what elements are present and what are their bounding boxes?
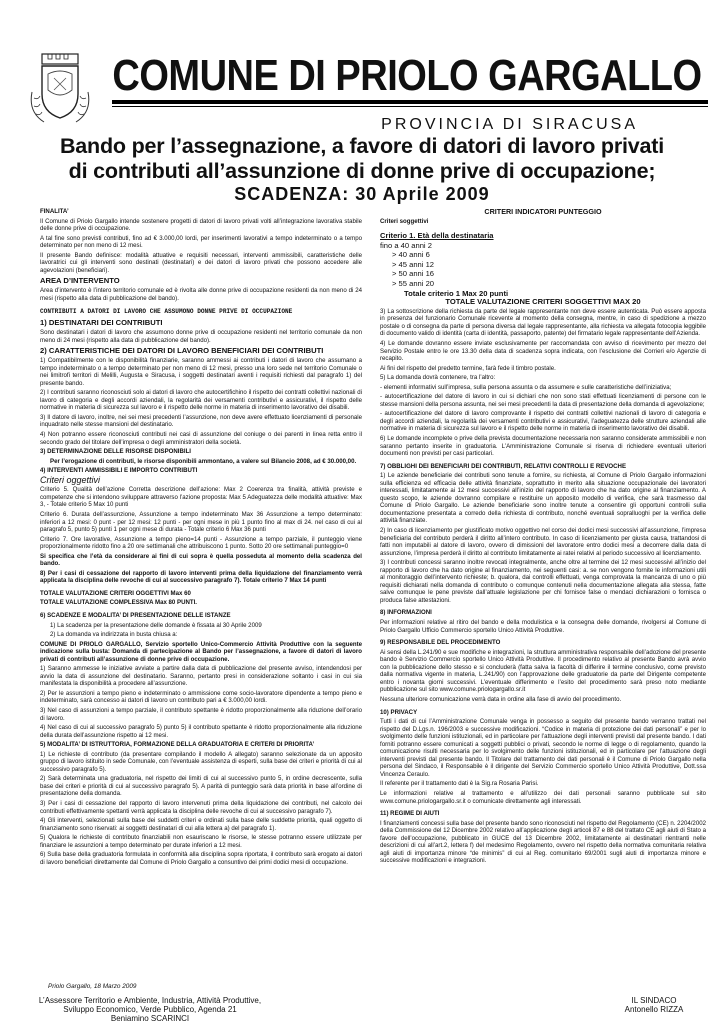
headline-line-1: Bando per l’assegnazione, a favore di datori di lavoro privati xyxy=(59,134,665,158)
paragraph: Ai sensi della L.241/90 e sue modifiche e integrazioni, la struttura amministrativa responsabile dell’adozione del presente bando è Servizio Commercio sportello Unico Attività Produttive. Il procedimento relativo al presente Bando avrà avvio con la pubblicazione dello stesso e si concluderà (fatta salva la facoltà di differire il termine conclusivo, come previsto dalla normativa vigente in materia, L.241/90) con l’approvazione delle graduatorie da parte del Dirigente competente entro i novanta giorni successivi. L’eventuale differimento e l’esito del procedimento sarà preso noto mediante pubblicazione sul sito www.comune.priologargallo.sr.it xyxy=(380,648,706,694)
paragraph: Si specifica che l’età da considerare ai fini di cui sopra è quella posseduta al momento della scadenza del bando. xyxy=(40,552,362,568)
paragraph: A tal fine sono previsti contributi, fino ad € 3.000,00 lordi, per inserimenti lavorativi a tempo indeterminato o a tempo determinato per non meno di 12 mesi. xyxy=(40,234,362,250)
total-label: TOTALE VALUTAZIONE COMPLESSIVA Max 80 PUNTI. xyxy=(40,599,197,607)
sindaco-signature xyxy=(604,996,704,1014)
title-rule-thin xyxy=(112,106,708,107)
criteria-heading: Criteri oggettivi xyxy=(40,474,101,485)
paragraph: 2) La domanda va indirizzata in busta chiusa a: xyxy=(50,631,178,639)
section-heading: CONTRIBUTI A DATORI DI LAVORO CHE ASSUMONO DONNE PRIVE DI OCCUPAZIONE xyxy=(40,308,293,316)
page-title: COMUNE DI PRIOLO GARGALLO xyxy=(112,52,702,101)
paragraph: Criterio 5. Qualità dell’azione Corretta descrizione dell’azione: Max 2 Coerenza tra finalità, attività previste e competenze che si intendono sviluppare attraverso l’azione proposta: Max 5 Adeguatezza delle modalità attuative: Max 3, - Totale criterio 5 Max 10 punti xyxy=(40,486,362,509)
paragraph: COMUNE DI PRIOLO GARGALLO, Servizio sportello Unico-Commercio Attività Produttive con la seguente indicazione sulla busta: Domanda di partecipazione al Bando per l’assegnazione, a favore di datori di lavoro privati di contributi all’assunzione di donne prive di occupazione. xyxy=(40,640,362,663)
paragraph: 3) I contributi concessi saranno inoltre revocati integralmente, anche oltre al termine dei 12 mesi successivi all’inizio del rapporto di lavoro che ha dato origine al finanziamento, nei seguenti casi: a. se non vengono fornite le informazioni utili al monitoraggio dell’intervento richieste; b. qualora, dai controlli effettuati, venga comprovata la mancanza di uno o più requisiti dichiarati nella domanda di contributo o comunque contenuti nella documentazione allegata alla stessa, fatte salve comunque le pene previste dall’attuale legislazione per chi fornisce false o mendaci dichiarazioni o fornisca o produca false attestazioni. xyxy=(380,559,706,604)
headline xyxy=(20,134,704,184)
section-heading: 10) PRIVACY xyxy=(380,708,418,716)
criteria-title: CRITERI INDICATORI PUNTEGGIO xyxy=(484,207,602,216)
right-column xyxy=(380,208,706,867)
assessore-title-1: L’Assessore Territorio e Ambiente, Industria, Attività Produttive, xyxy=(38,996,262,1005)
section-heading: 8) INFORMAZIONI xyxy=(380,609,432,617)
paragraph: 1) Le richieste di contributo (da presentare compilando il modello A allegato) saranno selezionate da un apposito gruppo di lavoro istituito in sede Comunale, con l’eventuale assistenza di esperti, sulla base dei criteri e priorità di cui al successivo paragrafo 5). xyxy=(40,750,362,773)
paragraph: Criterio 6. Durata dell’assunzione, Assunzione a tempo indeterminato Max 36 Assunzione a tempo determinato: inferiori a 12 mesi: 0 punt - per 12 mesi: 12 punti - per ogni mese in più 1 punto fino al max di 24. nel caso di cui al paragrafo 5, punto 5) punti 1 per ogni mese di durata - Totale criterio 6 Max 36 punti xyxy=(40,510,362,534)
section-heading: 9) RESPONSABILE DEL PROCEDIMENTO xyxy=(380,639,501,647)
paragraph: 6) Le domande incomplete o prive della prevista documentazione necessaria non saranno considerate ammissibili e non saranno pertanto inserite in graduatoria. L’Amministrazione Comunale si riserva di richiedere eventuali ulteriori documenti non previsti per casi particolari. xyxy=(380,435,706,458)
paragraph: Per l’erogazione di contributi, le risorse disponibili ammontano, a valere sul Bilancio 2008, ad € 30.000,00. xyxy=(50,457,357,465)
paragraph: 5) Qualora le richieste di contributo finanziabili non esauriscano le risorse, le stesse potranno essere utilizzate per finanziare le assunzioni a tempo determinato per durate inferiori a 12 mesi. xyxy=(40,834,362,849)
paragraph: 5) La domanda dovrà contenere, tra l’altro: xyxy=(380,374,496,382)
age-row: > 45 anni 12 xyxy=(392,259,435,269)
paragraph: Per informazioni relative al ritiro del bando e della modulistica e la consegna delle domande, rivolgersi al Comune di Priolo Gargallo Ufficio Commercio sportello Unico Attività Produttive. xyxy=(380,619,706,634)
section-heading: 6) SCADENZE E MODALITA’ DI PRESENTAZIONE DELLE ISTANZE xyxy=(40,611,231,619)
age-row: fino a 40 anni 2 xyxy=(380,240,432,250)
deadline: SCADENZA: 30 Aprile 2009 xyxy=(234,184,490,204)
paragraph: 3) La sottoscrizione della richiesta da parte del legale rappresentante non deve essere autenticata. Può essere apposta in presenza del funzionario Comunale ricevente al momento della consegna, mentre, in caso di spedizione a mezzo postale o di consegna da parte di persona diversa dal legale rappresentante, alla richiesta va allegata fotocopia leggibile di documento valido di identità (carta di identità, passaporto, patente) del firmatario legale rappresentante dell’Azienda. xyxy=(380,307,706,338)
assessore-name: Beniamino SCARINCI xyxy=(110,1014,190,1023)
section-heading: 2) CARATTERISTICHE DEI DATORI DI LAVORO BENEFICIARI DEI CONTRIBUTI xyxy=(40,346,324,356)
headline-line-2: di contributi all’assunzione di donne prive di occupazione; xyxy=(68,159,656,183)
paragraph: 1) Compatibilmente con le disponibilità finanziarie, saranno ammessi ai contributi i datori di lavoro che assumano a tempo indeterminato o a tempo determinato per non meno di 12 mesi, presso una loro sede nel territorio Comunale o nei limitrofi territori di Melilli, Augusta e Siracusa, i soggetti destinatari aventi i requisiti richiesti dal paragrafo 1) del presente bando. xyxy=(40,357,362,387)
sindaco-title: IL SINDACO xyxy=(631,996,677,1005)
paragraph: 1) Le aziende beneficiarie dei contributi sono tenute a fornire, su richiesta, al Comune di Priolo Gargallo informazioni sulla efficienza ed efficacia delle attività finanziate, soprattutto in merito alla situazione occupazionale dei lavoratori interessati, limitatamente ai 12 mesi successivi all’inizio del rapporto di lavoro che ha dato origine al finanziamento. A questo scopo, le aziende dovranno compilare e restituire un apposito modello di verifica, che sarà trasmesso dal Comune di Priolo Gargallo. Le aziende beneficiarie sono inoltre tenute a consentire gli opportuni controlli sulla documentazione presentata a corredo della richiesta di contributo, nonché eventuali sopralluoghi per la verifica delle attività finanziate. xyxy=(380,472,706,525)
sindaco-name: Antonello RIZZA xyxy=(624,1005,684,1014)
section-heading: 3) DETERMINAZIONE DELLE RISORSE DISPONIBILI xyxy=(40,448,192,456)
paragraph: 3) Nel caso di assunzioni a tempo parziale, il contributo spettante è ridotto proporzionalmente alla riduzione dell’orario di lavoro. xyxy=(40,706,362,722)
section-heading: 5) MODALITA’ DI ISTRUTTORIA, FORMAZIONE DELLA GRADUATORIA E CRITERI DI PRIORITA’ xyxy=(40,741,315,749)
section-heading: AREA D’INTERVENTO xyxy=(40,276,120,286)
paragraph: 3) Per i casi di cessazione del rapporto di lavoro intervenuti prima della liquidazione dei contributi, nel calcolo dei contributi effettivamente spettanti verrà applicata la disciplina delle revoche di cui al successivo paragrafo 7). xyxy=(40,800,362,815)
age-row: > 55 anni 20 xyxy=(392,279,435,289)
coat-of-arms-icon xyxy=(28,52,92,126)
paragraph: Le informazioni relative al trattamento e all’utilizzo dei dati personali saranno pubblicate sul sito www.comune.priologargallo.sr.it o comunicate direttamente agli interessati. xyxy=(380,789,706,805)
criterion-1-total: Totale criterio 1 Max 20 punti xyxy=(404,288,509,298)
assessore-signature xyxy=(30,996,270,1023)
paragraph: I finanziamenti concessi sulla base del presente bando sono riconosciuti nel rispetto del Regolamento (CE) n. 2204/2002 della Commissione del 12 Dicembre 2002 relativo all’applicazione degli articoli 87 e 88 del trattato CE agli aiuti di Stato a favore dell’occupazione, pubblicato in GUCE del 13 Dicembre 2002, limitatamente ai destinatari rientranti nelle descrizioni di cui all’art.2, lettera f) del medesimo Regolamento, ovvero nel rispetto della normativa comunitaria relativa agli aiuti di importanza minore “de minimis” di cui al Reg. comunitario 69/2001 sugli aiuti di importanza minore e successive modificazioni e integrazioni. xyxy=(380,819,706,865)
section-heading: 4) INTERVENTI AMMISSIBILI E IMPORTO CONTRIBUTI xyxy=(40,467,198,475)
criteria-subheading: Criteri soggettivi xyxy=(380,217,429,225)
paragraph: Sono destinatari i datori di lavoro che assumono donne prive di occupazione residenti nel territorio comunale da non meno di 24 mesi (rispetto alla data di pubblicazione del bando). xyxy=(40,329,362,344)
total-label: TOTALE VALUTAZIONE CRITERI SOGGETTIVI MAX 20 xyxy=(445,297,641,307)
paragraph: 8) Per i casi di cessazione del rapporto di lavoro interventi prima della liquidazione del finanziamento verrà applicata la disciplina delle revoche di cui al successivo paragrafo 7). Totale criterio 7 Max 14 punti xyxy=(40,569,362,585)
criterion-1-title: Criterio 1. Età della destinataria xyxy=(380,231,494,241)
age-row: > 40 anni 6 xyxy=(392,250,430,260)
assessore-title-2: Sviluppo Economico, Verde Pubblico, Agenda 21 xyxy=(63,1005,237,1014)
title-rule xyxy=(112,100,708,104)
paragraph: Il referente per il trattamento dati è la Sig.ra Rosaria Parisi. xyxy=(380,780,539,788)
paragraph: 4) Non potranno essere riconosciuti contributi nei casi di assunzione del coniuge o dei parenti in linea retta entro il secondo grado del titolare dell’impresa o degli amministratori della società. xyxy=(40,431,362,446)
section-heading: 7) OBBLIGHI DEI BENEFICIARI DEI CONTRIBUTI, RELATIVI CONTROLLI E REVOCHE xyxy=(380,462,627,470)
paragraph: - autocertificazione del datore di lavoro comprovante il rispetto dei contratti collettivi nazionali di lavoro di categoria e degli accordi aziendali, la regolarità dei versamenti contributivi e assicurativi, l’adeguatezza delle strutture aziendali alle normative in materia di sicurezza sul lavoro e il rispetto delle norme in materia di inserimento lavorativo dei disabili. xyxy=(380,410,706,433)
paragraph: 2) Per le assunzioni a tempo pieno e indeterminato o ammissione come socio-lavoratore dipendente a tempo pieno e indeterminato, sarà concesso ai datori di lavoro un contributo pari a € 3.000,00 lordi. xyxy=(40,689,362,705)
paragraph: - elementi informativi sull’impresa, sulla persona assunta o da assumere e sulle caratteristiche dell’iniziativa; xyxy=(380,383,672,391)
left-column xyxy=(40,208,362,868)
paragraph: 3) Il datore di lavoro, inoltre, nei sei mesi precedenti l’assunzione, non deve avere effettuato licenziamenti di personale inquadrato nelle stesse mansioni del destinatario. xyxy=(40,413,362,429)
section-heading: FINALITA’ xyxy=(40,208,69,215)
paragraph: 2) I contributi saranno riconosciuti solo ai datori di lavoro che autocertifichino il rispetto dei contratti collettivi nazionali di lavoro di categoria e degli accordi aziendali, la regolarità dei versamenti contributivi e assicurativi, il rispetto delle normative in materia di sicurezza sul lavoro e il rispetto delle norme in materia di inserimento lavorativo dei disabili. xyxy=(40,389,362,412)
paragraph: 4) Nel caso di cui al successivo paragrafo 5) punto 5) il contributo spettante è ridotto proporzionalmente alla riduzione della durata dell’assunzione rispetto ai 12 mesi. xyxy=(40,724,362,739)
paragraph: 1) Saranno ammesse le iniziative avviate a partire dalla data di pubblicazione del presente avviso, intendendosi per avvio la data di assunzione del destinatario. Saranno, pertanto presi in considerazione soltanto i casi in cui sia manifestata la disponibilità a procedere all’assunzione. xyxy=(40,665,362,688)
section-heading: 11) REGIME DI AIUTI xyxy=(380,810,440,818)
paragraph: 4) Le domande dovranno essere inviate esclusivamente per raccomandata con avviso di ricevimento per mezzo del Servizio Postale entro le ore 13.30 della data di scadenza sopra indicata, con l’esclusione dei Corrieri e/o Agenzie di recapito. xyxy=(380,339,706,363)
paragraph: 2) In caso di licenziamento per giustificato motivo oggettivo nel corso dei dodici mesi successivi all’assunzione, l’impresa beneficiaria del contributo perderà il diritto all’intero contributo. In caso di licenziamento per giusta causa, trattandosi di fatti non imputabili al datore di lavoro, ovvero di dimissioni del lavoratore entro dodici mesi a decorrere dalla data di assunzione, l’impresa perderà il diritto al contributo limitatamente ai ratei relativi al periodo successivo al licenziamento. xyxy=(380,527,706,557)
section-heading: 1) DESTINATARI DEI CONTRIBUTI xyxy=(40,318,163,328)
paragraph: 1) La scadenza per la presentazione delle domande è fissata al 30 Aprile 2009 xyxy=(50,621,262,629)
province-subtitle: PROVINCIA DI SIRACUSA xyxy=(381,116,638,133)
paragraph: Tutti i dati di cui l’Amministrazione Comunale venga in possesso a seguito del presente bando verranno trattati nel rispetto del D.Lgs.n. 196/2003 e successive modificazioni. “Codice in materia di protezione dei dati personali” e per lo svolgimento delle funzioni istituzionali, ed in particolare per l’attuazione degli interventi previsti dal presente bando. I dati forniti potranno essere comunicati a soggetti pubblici o privati, secondo le norme di legge o di regolamento, quando la comunicazione risulti necessaria per lo svolgimento delle funzioni istituzionali, ed in particolare per l’attuazione degli interventi previsti dal presente bando. Il Titolare del trattamento dei dati personali è il Comune di Priolo Gargallo nella persona del Sindaco, il Responsabile è il dirigente del Servizio Commercio sportello Unico Attività Produttive, Dott.ssa Vincenza Ceraulo. xyxy=(380,718,706,778)
paragraph: Area d’intervento è l’intero territorio comunale ed è rivolta alle donne prive di occupazione residenti da non meno di 24 mesi (rispetto alla data di pubblicazione del bando). xyxy=(40,287,362,302)
signature-date: Priolo Gargallo, 18 Marzo 2009 xyxy=(48,983,137,990)
paragraph: Ai fini del rispetto del predetto termine, farà fede il timbro postale. xyxy=(380,364,556,372)
paragraph: Criterio 7. Ore lavorative, Assunzione a tempo pieno=14 punti - Assunzione a tempo parziale, il punteggio viene proporzionalmente ridotto fino a 20 ore settimanali che attribuiscono 1 punto. Sotto 20 ore settimanali punteggio=0 xyxy=(40,535,362,551)
total-label: TOTALE VALUTAZIONE CRITERI OGGETTIVI Max 60 xyxy=(40,589,191,597)
age-row: > 50 anni 16 xyxy=(392,269,435,279)
paragraph: - autocertificazione del datore di lavoro in cui si dichiari che non sono stati effettuati licenziamenti di persone con le stesse mansioni della persona assunta, nei sei mesi precedenti la data di presentazione della domanda di agevolazione; xyxy=(380,393,706,408)
paragraph: 4) Gli interventi, selezionati sulla base dei suddetti criteri e ordinati sulla base delle suddette priorità, quali oggetto di finanziamento sono riservati: ai soggetti destinatari di cui alla lettera a) del paragrafo 1). xyxy=(40,817,362,832)
paragraph: Nessuna ulteriore comunicazione verrà data in ordine alla fase di avvio del procedimento. xyxy=(380,695,622,703)
paragraph: Il presente Bando definisce: modalità attuative e requisiti necessari, interventi ammissibili, caratteristiche delle lavoratrici cui gli interventi sono destinati (destinatari) e dei datori di lavoro privati che possono accedere alle agevolazioni (beneficiari). xyxy=(40,251,362,274)
age-criteria xyxy=(380,231,706,298)
paragraph: 6) Sulla base della graduatoria formulata in conformità alla disciplina sopra riportata, il contributo sarà erogato ai datori di lavoro beneficiari direttamente dal Comune di Priolo Gargallo a consuntivo dei primi dodici mesi di occupazione. xyxy=(40,851,362,866)
paragraph: Il Comune di Priolo Gargallo intende sostenere progetti di datori di lavoro privati volti all’integrazione lavorativa stabile delle donne prive di occupazione. xyxy=(40,217,362,233)
paragraph: 2) Sarà determinata una graduatoria, nel rispetto dei limiti di cui al successivo punto 5, in ordine decrescente, sulla base dei criteri e priorità di cui al successivo paragrafo 5). A parità di punteggio sarà data priorità in base all’ordine di presentazione della domanda. xyxy=(40,775,362,798)
